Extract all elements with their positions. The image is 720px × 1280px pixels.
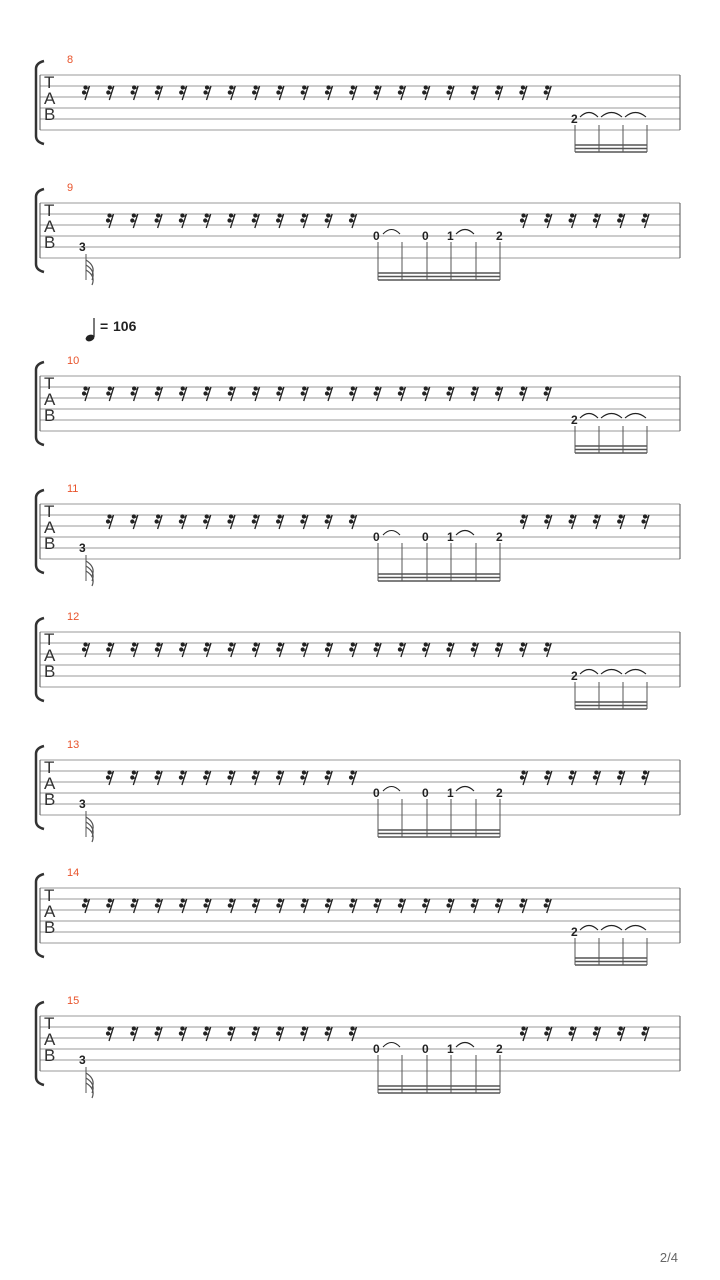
sixteenth-rest [349,386,357,401]
measure-number: 14 [67,867,80,879]
sixteenth-rest [544,386,552,401]
sixteenth-rest [276,898,284,913]
fret-number: 0 [373,1042,380,1056]
sixteenth-rest [300,514,308,529]
fret-number: 3 [79,541,86,555]
sixteenth-rest [203,642,211,657]
sixteenth-rest [641,1026,649,1041]
sixteenth-rest [446,898,454,913]
sixteenth-rest [520,213,528,228]
sixteenth-rest [155,642,163,657]
sixteenth-rest [227,213,235,228]
sixteenth-rest [228,898,236,913]
fret-number: 0 [422,530,429,544]
sixteenth-rest [227,514,235,529]
sixteenth-rest [544,1026,552,1041]
tab-clef-a: A [44,217,56,236]
tie-arc [383,531,400,536]
tab-clef-a: A [44,518,56,537]
sixteenth-rest [155,213,163,228]
tab-clef-b: B [44,1046,56,1065]
sixteenth-rest [276,642,284,657]
sixteenth-rest [593,1026,601,1041]
tie-arc [625,113,646,118]
sixteenth-rest [398,898,406,913]
sixteenth-rest [519,85,527,100]
sixteenth-rest [252,85,260,100]
sixteenth-rest [130,213,138,228]
sixteenth-rest [519,386,527,401]
measure-number: 12 [67,611,80,623]
tab-clef-t: T [44,630,55,649]
sixteenth-rest [155,770,163,785]
sixteenth-rest [325,770,333,785]
sixteenth-rest [374,898,382,913]
sixteenth-rest [82,898,90,913]
tab-system-14 [36,867,680,965]
sixteenth-rest [519,898,527,913]
sixteenth-rest [179,642,187,657]
fret-number: 1 [447,786,454,800]
sixteenth-rest [203,386,211,401]
fret-number: 1 [447,530,454,544]
sixteenth-rest [325,85,333,100]
tie-arc [456,1043,474,1048]
tie-arc [580,670,598,675]
sixteenth-rest [544,213,552,228]
tie-arc [625,414,646,419]
sixteenth-rest [422,642,430,657]
tab-clef-b: B [44,105,56,124]
tab-clef-t: T [44,758,55,777]
sixteenth-rest [155,85,163,100]
sixteenth-rest [495,642,503,657]
measure-number: 13 [67,739,80,751]
sixteenth-rest [471,386,479,401]
tie-arc [383,787,400,792]
sixteenth-rest [617,1026,625,1041]
tie-arc [601,113,622,118]
fret-number: 2 [571,925,578,939]
sixteenth-rest [349,770,357,785]
sixteenth-rest [131,898,139,913]
sixteenth-rest [252,642,260,657]
fret-number: 3 [79,797,86,811]
sixteenth-rest [349,85,357,100]
fret-number: 0 [422,786,429,800]
sixteenth-rest [300,213,308,228]
tempo-marking [85,318,137,343]
sixteenth-rest [227,1026,235,1041]
sixteenth-rest [301,642,309,657]
sixteenth-rest [569,213,577,228]
fret-number: 0 [422,1042,429,1056]
tab-clef-a: A [44,902,56,921]
sixteenth-rest [569,514,577,529]
tab-clef-t: T [44,374,55,393]
sixteenth-rest [398,642,406,657]
tab-clef-a: A [44,89,56,108]
sixteenth-rest [349,514,357,529]
tie-arc [383,1043,400,1048]
sixteenth-rest [544,514,552,529]
sixteenth-rest [155,386,163,401]
tab-clef-t: T [44,886,55,905]
sixteenth-rest [276,1026,284,1041]
tie-arc [601,414,622,419]
sixteenth-rest [203,213,211,228]
sixteenth-rest [495,386,503,401]
sixteenth-rest [131,85,139,100]
sixteenth-rest [131,386,139,401]
fret-number: 2 [496,229,503,243]
sixteenth-rest [252,1026,260,1041]
sixteenth-rest [641,213,649,228]
fret-number: 0 [373,229,380,243]
sixteenth-rest [276,213,284,228]
sixteenth-rest [520,1026,528,1041]
sixteenth-rest [130,1026,138,1041]
sixteenth-rest [252,898,260,913]
sixteenth-rest [179,898,187,913]
sixteenth-rest [446,386,454,401]
sixteenth-rest [544,85,552,100]
sixteenth-rest [349,642,357,657]
sixteenth-rest [398,85,406,100]
fret-number: 2 [571,669,578,683]
sixteenth-rest [155,898,163,913]
sixteenth-rest [155,514,163,529]
fret-number: 1 [447,1042,454,1056]
tie-arc [456,230,474,235]
sixteenth-rest [252,386,260,401]
sixteenth-rest [203,898,211,913]
tab-system-13 [36,739,680,842]
tab-clef-a: A [44,390,56,409]
sixteenth-rest [325,213,333,228]
tie-arc [601,926,622,931]
tempo-bpm: 106 [113,318,137,334]
fret-number: 2 [571,112,578,126]
sixteenth-rest [179,1026,187,1041]
sixteenth-rest [617,770,625,785]
sixteenth-rest [374,85,382,100]
sixteenth-rest [203,1026,211,1041]
tab-clef-t: T [44,201,55,220]
sixteenth-rest [106,386,114,401]
sixteenth-rest [422,386,430,401]
measure-number: 15 [67,995,80,1007]
sixteenth-rest [569,1026,577,1041]
tab-clef-b: B [44,406,56,425]
sixteenth-rest [82,642,90,657]
tie-arc [456,531,474,536]
sixteenth-rest [155,1026,163,1041]
tab-clef-a: A [44,774,56,793]
tie-arc [625,670,646,675]
sixteenth-rest [203,514,211,529]
sixteenth-rest [130,514,138,529]
sixteenth-rest [374,386,382,401]
tab-clef-t: T [44,1014,55,1033]
sixteenth-rest [131,642,139,657]
sixteenth-rest [252,770,260,785]
tie-arc [580,926,598,931]
tab-system-12 [36,611,680,709]
fret-number: 2 [496,530,503,544]
sixteenth-rest [106,213,114,228]
sixteenth-rest [471,898,479,913]
sixteenth-rest [179,85,187,100]
sixteenth-rest [520,770,528,785]
tab-clef-b: B [44,534,56,553]
sixteenth-rest [544,898,552,913]
sixteenth-rest [569,770,577,785]
tab-clef-b: B [44,662,56,681]
sixteenth-rest [544,770,552,785]
sixteenth-rest [276,514,284,529]
sixteenth-rest [617,213,625,228]
sixteenth-rest [520,514,528,529]
sixteenth-rest [252,213,260,228]
sixteenth-rest [349,1026,357,1041]
sixteenth-rest [130,770,138,785]
tab-system-11 [36,483,680,586]
sixteenth-rest [82,386,90,401]
sixteenth-rest [641,770,649,785]
tab-clef-b: B [44,233,56,252]
tempo-equals: = [100,318,109,334]
fret-number: 3 [79,1053,86,1067]
sixteenth-rest [106,642,114,657]
sixteenth-rest [179,770,187,785]
tab-system-10 [36,355,680,453]
sixteenth-rest [325,1026,333,1041]
tie-arc [625,926,646,931]
tie-arc [580,414,598,419]
sixteenth-rest [325,898,333,913]
fret-number: 2 [496,786,503,800]
sixteenth-rest [203,85,211,100]
sixteenth-rest [325,386,333,401]
sixteenth-rest [228,85,236,100]
sixteenth-rest [276,770,284,785]
measure-number: 9 [67,182,74,194]
sixteenth-rest [519,642,527,657]
sixteenth-rest [495,85,503,100]
sixteenth-rest [325,642,333,657]
tab-clef-b: B [44,918,56,937]
sixteenth-rest [106,514,114,529]
fret-number: 2 [496,1042,503,1056]
tab-clef-a: A [44,646,56,665]
sixteenth-rest [106,1026,114,1041]
sixteenth-rest [82,85,90,100]
sixteenth-rest [228,642,236,657]
sixteenth-rest [446,85,454,100]
fret-number: 0 [373,530,380,544]
tab-clef-t: T [44,502,55,521]
sixteenth-rest [301,898,309,913]
sixteenth-rest [617,514,625,529]
fret-number: 0 [373,786,380,800]
sixteenth-rest [471,642,479,657]
tie-arc [456,787,474,792]
sixteenth-rest [252,514,260,529]
sixteenth-rest [228,386,236,401]
sixteenth-rest [300,1026,308,1041]
tie-arc [580,113,598,118]
tab-clef-t: T [44,73,55,92]
sixteenth-rest [374,642,382,657]
fret-number: 1 [447,229,454,243]
sixteenth-rest [179,386,187,401]
tab-clef-b: B [44,790,56,809]
sixteenth-rest [544,642,552,657]
sixteenth-rest [641,514,649,529]
sixteenth-rest [301,85,309,100]
tie-arc [383,230,400,235]
tab-clef-a: A [44,1030,56,1049]
sixteenth-rest [422,898,430,913]
sixteenth-rest [276,85,284,100]
page-number: 2/4 [659,1250,678,1265]
sixteenth-rest [495,898,503,913]
sixteenth-rest [300,770,308,785]
sixteenth-rest [276,386,284,401]
tab-system-8 [36,54,680,152]
measure-number: 10 [67,355,80,367]
sixteenth-rest [203,770,211,785]
sixteenth-rest [446,642,454,657]
measure-number: 11 [67,483,79,495]
sixteenth-rest [106,770,114,785]
tab-system-9 [36,182,680,285]
fret-number: 2 [571,413,578,427]
fret-number: 3 [79,240,86,254]
sixteenth-rest [301,386,309,401]
sixteenth-rest [106,85,114,100]
fret-number: 0 [422,229,429,243]
sixteenth-rest [593,213,601,228]
sixteenth-rest [471,85,479,100]
sixteenth-rest [422,85,430,100]
sixteenth-rest [349,898,357,913]
sixteenth-rest [398,386,406,401]
sixteenth-rest [179,514,187,529]
sixteenth-rest [227,770,235,785]
sixteenth-rest [325,514,333,529]
measure-number: 8 [67,54,74,66]
sixteenth-rest [593,514,601,529]
tab-system-15 [36,995,680,1098]
sixteenth-rest [593,770,601,785]
sixteenth-rest [106,898,114,913]
sixteenth-rest [349,213,357,228]
sixteenth-rest [179,213,187,228]
tie-arc [601,670,622,675]
